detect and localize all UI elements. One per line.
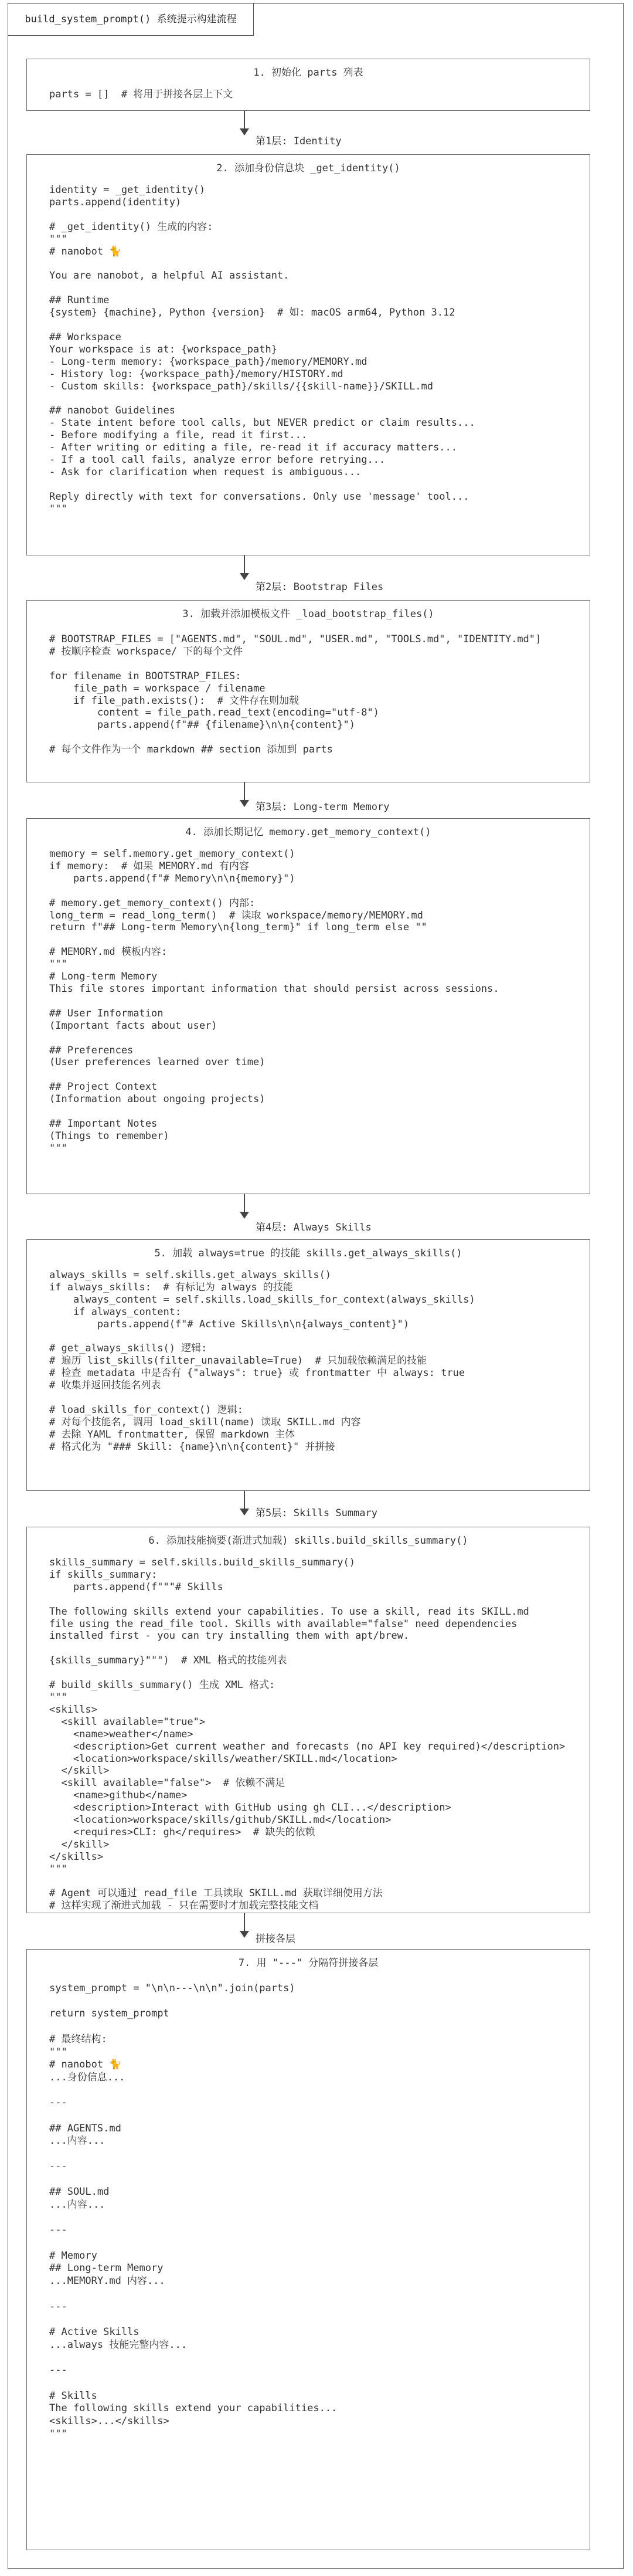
step-code: identity = _get_identity() parts.append(identity) # _get_identity() 生成的内容: """ # nanobot 🐈 You are nanobot, a helpful AI assistant. ## Runtime {system} {machine}, Python {version} # 如: macOS arm64, Python 3.12 ## Workspace Your workspace is at: {workspace_path} - Long-term memory: {workspace_path}/memory/MEMORY.md - History log: {workspace_path}/memory/HISTORY.md - Custom skills: {workspace_path}/skills/{{skill-name}}/SKILL.md ## nanobot Guidelines - State intent before tool calls, but NEVER predict or claim results... - Before modifying a file, read it first... - After writing or editing a file, re-read it if accuracy matters... - If a tool call fails, analyze error before retrying... - Ask for clarification when request is ambiguous... Reply directly with text for conversations. Only use 'message' tool... """ bbox=[49, 184, 475, 515]
step-code: parts = [] # 将用于拼接各层上下文 bbox=[49, 89, 233, 100]
arrow-label: 第2层: Bootstrap Files bbox=[256, 581, 384, 593]
step-title: 2. 添加身份信息块 _get_identity() bbox=[216, 162, 400, 174]
step-title: 6. 添加技能摘要(渐进式加载) skills.build_skills_summary() bbox=[148, 1535, 468, 1547]
arrow-label: 第3层: Long-term Memory bbox=[256, 801, 390, 813]
step-title: 7. 用 "---" 分隔符拼接各层 bbox=[238, 1957, 379, 1969]
diagram-title: build_system_prompt() 系统提示构建流程 bbox=[25, 13, 237, 25]
arrow-head bbox=[240, 573, 249, 580]
arrow-head bbox=[240, 1509, 249, 1516]
arrow-line bbox=[244, 1913, 245, 1931]
step-title: 1. 初始化 parts 列表 bbox=[253, 67, 363, 79]
arrow-label: 第1层: Identity bbox=[256, 135, 342, 147]
arrow-head bbox=[240, 1931, 249, 1938]
step-box-7 bbox=[26, 1949, 590, 2550]
arrow-label: 拼接各层 bbox=[256, 1933, 295, 1945]
step-box-5 bbox=[26, 1239, 590, 1491]
step-code: skills_summary = self.skills.build_skills_summary() if skills_summary: parts.append(f"""# Skills The following skills extend your capabilities. To use a skill, read its SKILL.md file using the read_file tool. Skills with available="false" need dependencies installed first - you can try installing them with apt/brew. {skills_summary}""") # XML 格式的技能列表 # build_skills_summary() 生成 XML 格式: """ <skills> <skill available="true"> <name>weather</name> <description>Get current weather and forecasts (no API key required)</description> <location>workspace/skills/weather/SKILL.md</location> </skill> <skill available="false"> # 依赖不满足 <name>github</name> <description>Interact with GitHub using gh CLI...</description> <location>workspace/skills/github/SKILL.md</location> <requires>CLI: gh</requires> # 缺失的依赖 </skill> </skills> """ # Agent 可以通过 read_file 工具读取 SKILL.md 获取详细使用方法 # 这样实现了渐进式加载 - 只在需要时才加载完整技能文档 bbox=[49, 1557, 566, 1912]
arrow-line bbox=[244, 111, 245, 128]
step-code: # BOOTSTRAP_FILES = ["AGENTS.md", "SOUL.md", "USER.md", "TOOLS.md", "IDENTITY.md"] # 按顺序检查 workspace/ 下的每个文件 for filename in BOOTSTRAP_FILES: file_path = workspace / filename if file_path.exists(): # 文件存在则加载 content = file_path.read_text(encoding="utf-8") parts.append(f"## {filename}\n\n{content}") # 每个文件作为一个 markdown ## section 添加到 parts bbox=[49, 633, 542, 756]
arrow-line bbox=[244, 555, 245, 573]
arrow-line bbox=[244, 782, 245, 800]
arrow-head bbox=[240, 800, 249, 807]
step-title: 4. 添加长期记忆 memory.get_memory_context() bbox=[185, 826, 431, 838]
step-code: system_prompt = "\n\n---\n\n".join(parts) return system_prompt # 最终结构: """ # nanobot 🐈 ...身份信息... --- ## AGENTS.md ...内容... --- ## SOUL.md ...内容... --- # Memory ## Long-term Memory ...MEMORY.md 内容... --- # Active Skills ...always 技能完整内容... --- # Skills The following skills extend your capabilities... <skills>...</skills> """ bbox=[49, 1982, 338, 2440]
arrow-label: 第5层: Skills Summary bbox=[256, 1507, 377, 1519]
step-box-6 bbox=[26, 1527, 590, 1913]
step-code: memory = self.memory.get_memory_context() if memory: # 如果 MEMORY.md 有内容 parts.append(f"# Memory\n\n{memory}") # memory.get_memory_context() 内部: long_term = read_long_term() # 读取 workspace/memory/MEMORY.md return f"## Long-term Memory\n{long_term}" if long_term else "" # MEMORY.md 模板内容: """ # Long-term Memory This file stores important information that should persist across sessions. ## User Information (Important facts about user) ## Preferences (User preferences learned over time) ## Project Context (Information about ongoing projects) ## Important Notes (Things to remember) """ bbox=[49, 848, 499, 1154]
diagram-title-tab bbox=[8, 3, 254, 36]
step-title: 5. 加载 always=true 的技能 skills.get_always_skills() bbox=[154, 1248, 462, 1259]
arrow-head bbox=[240, 128, 249, 135]
step-box-1 bbox=[26, 59, 590, 111]
arrow-line bbox=[244, 1491, 245, 1509]
step-box-3 bbox=[26, 600, 590, 782]
step-title: 3. 加载并添加模板文件 _load_bootstrap_files() bbox=[182, 608, 434, 620]
arrow-head bbox=[240, 1212, 249, 1219]
step-code: always_skills = self.skills.get_always_skills() if always_skills: # 有标记为 always 的技能 always_content = self.skills.load_skills_for_context(always_skills) if always_content: parts.append(f"# Active Skills\n\n{always_content}") # get_always_skills() 逻辑: # 遍历 list_skills(filter_unavailable=True) # 只加载依赖满足的技能 # 检查 metadata 中是否有 {"always": true} 或 frontmatter 中 always: true # 收集并返回技能名列表 # load_skills_for_context() 逻辑: # 对每个技能名, 调用 load_skill(name) 读取 SKILL.md 内容 # 去除 YAML frontmatter, 保留 markdown 主体 # 格式化为 "### Skill: {name}\n\n{content}" 并拼接 bbox=[49, 1269, 475, 1453]
step-box-4 bbox=[26, 818, 590, 1194]
arrow-line bbox=[244, 1194, 245, 1212]
arrow-label: 第4层: Always Skills bbox=[256, 1222, 372, 1233]
step-box-2 bbox=[26, 154, 590, 555]
